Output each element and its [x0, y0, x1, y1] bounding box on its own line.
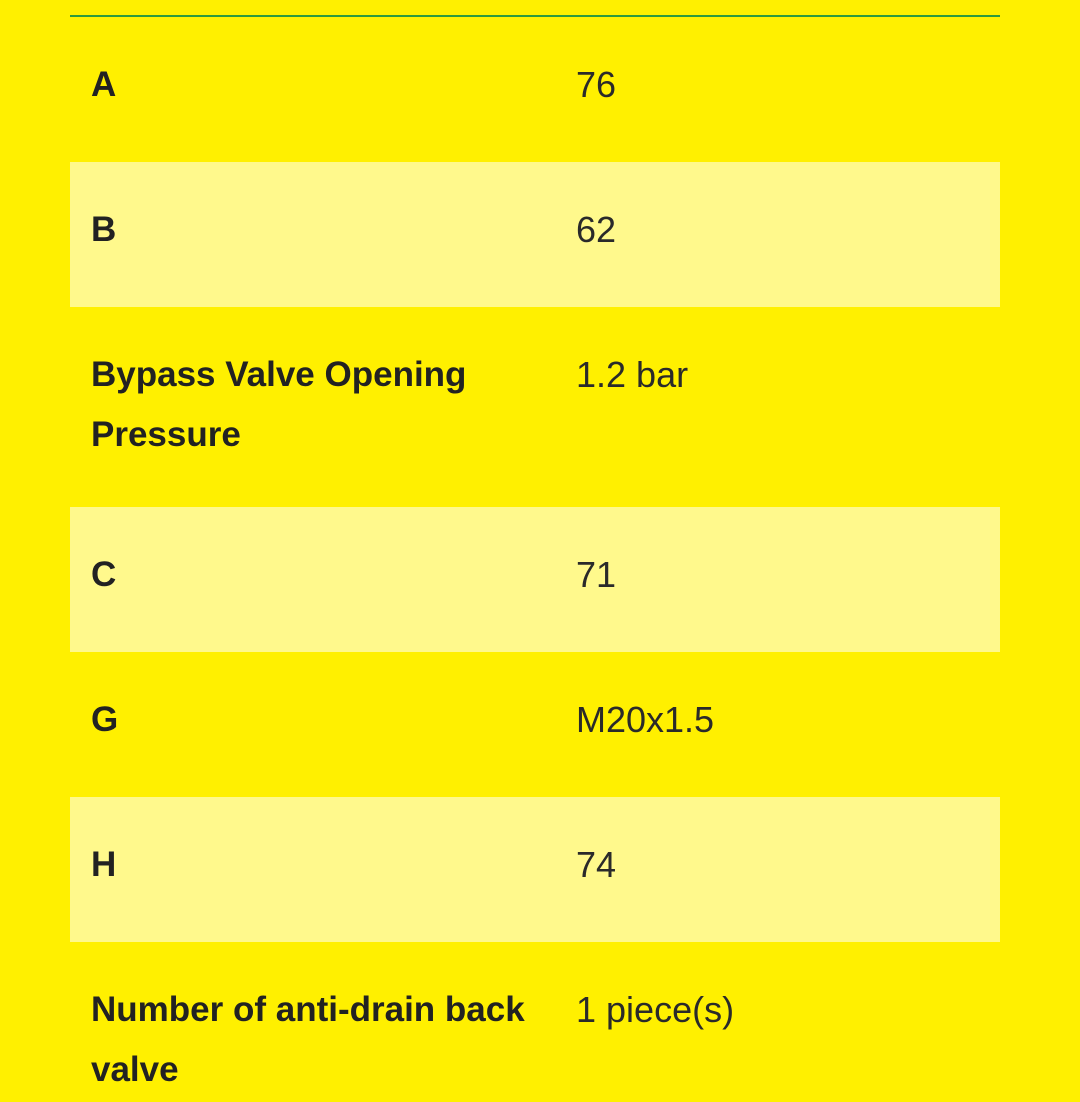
spec-value: 1 piece(s)	[576, 989, 735, 1030]
spec-label: B	[91, 210, 117, 249]
spec-value: 1.2 bar	[576, 354, 689, 395]
spec-label: Bypass Valve Opening Pressure	[91, 355, 467, 454]
spec-row-h	[70, 797, 1000, 942]
spec-row-anti-drain	[70, 942, 1000, 1102]
spec-row-g	[70, 652, 1000, 797]
spec-value: 76	[576, 64, 617, 105]
spec-value: 74	[576, 844, 617, 885]
spec-value: 62	[576, 209, 617, 250]
spec-label: Number of anti-drain back valve	[91, 990, 525, 1089]
spec-value: 71	[576, 554, 617, 595]
spec-label: H	[91, 845, 117, 884]
spec-row-c	[70, 507, 1000, 652]
spec-label: C	[91, 555, 117, 594]
spec-label: A	[91, 65, 117, 104]
spec-row-b	[70, 162, 1000, 307]
spec-row-a	[70, 17, 1000, 162]
spec-row-bypass-valve	[70, 307, 1000, 507]
spec-label: G	[91, 700, 119, 739]
spec-value: M20x1.5	[576, 699, 715, 740]
specification-table	[70, 17, 1000, 1102]
